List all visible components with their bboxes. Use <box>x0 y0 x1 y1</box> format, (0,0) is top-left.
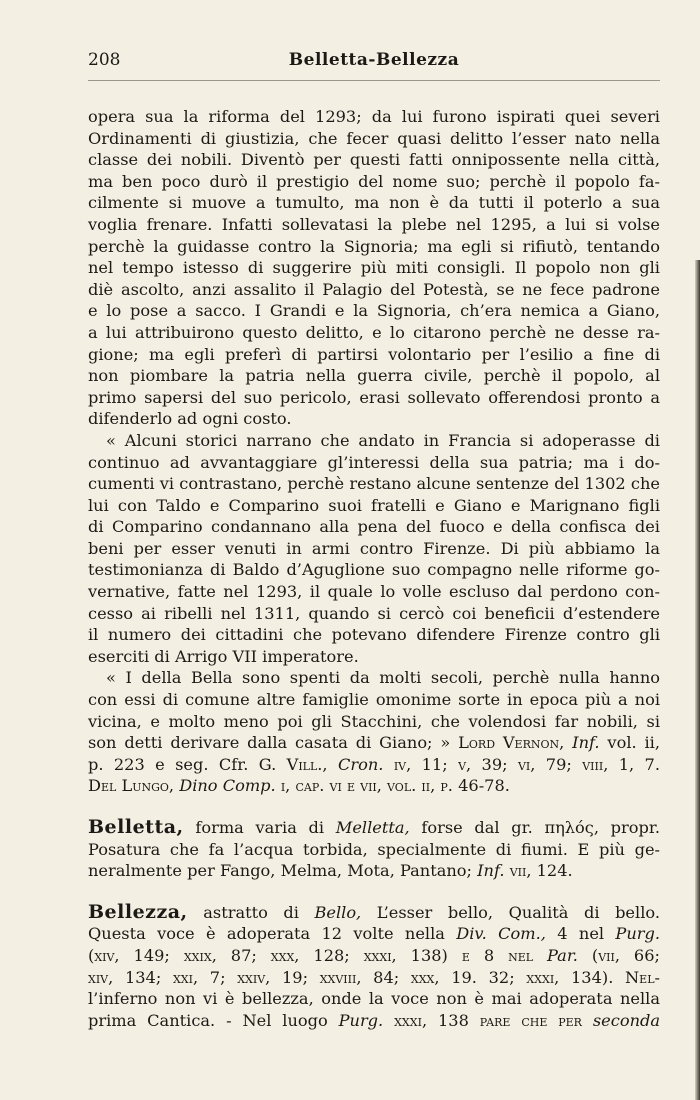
text-line: di Comparino condannano alla pena del fuoco e della confisca dei <box>88 517 660 537</box>
text-line: Ordinamenti di giustizia, che fecer quasi delitto l’esser nato nella <box>88 128 660 148</box>
text-line: Posatura che fa l’acqua torbida, specialmente di fiumi. E più ge- <box>88 839 660 859</box>
page-number: 208 <box>88 50 121 70</box>
text-line: a lui attribuirono questo delitto, e lo citarono perchè ne desse ra- <box>88 322 660 342</box>
work-reference: Div. Com., <box>456 924 546 944</box>
italic-term: Melletta, <box>335 818 410 837</box>
text-line: gione; ma egli preferì di partirsi volontario per l’esilio a fine di <box>88 344 660 364</box>
text-segment: prima Cantica. - Nel luogo <box>88 1010 339 1030</box>
work-reference: Inf. <box>477 861 505 881</box>
text-segment: (vii, 66; <box>577 945 660 965</box>
italic-term: Bello, <box>314 902 362 922</box>
entry-bellezza <box>88 902 660 1032</box>
text-line: voglia frenare. Infatti sollevatasi la plebe nel 1295, a lui si volse <box>88 214 660 234</box>
page-body <box>88 106 660 1031</box>
text-segment: vol. ii, <box>599 733 660 753</box>
text-line <box>88 775 660 797</box>
text-line <box>88 732 660 754</box>
text-segment: i, cap. vi e vii, vol. ii, p. 46-78. <box>275 776 510 796</box>
running-title: Belletta-Bellezza <box>288 50 460 70</box>
text-line <box>88 860 660 882</box>
entry-belletta <box>88 817 660 882</box>
text-line: diè ascolto, anzi assalito il Palagio del Potestà, se ne fece padrone <box>88 279 660 299</box>
text-line: « I della Bella sono spenti da molti secoli, perchè nulla hanno <box>106 668 660 688</box>
quote-paragraph-2 <box>88 667 660 797</box>
text-line: il numero dei cittadini che potevano difendere Firenze contro gli <box>88 625 660 645</box>
text-segment: L’esser bello, Qualità di bello. <box>361 902 660 922</box>
work-reference: Cron. <box>337 754 384 774</box>
text-segment: p. 223 e seg. Cfr. <box>88 754 259 774</box>
text-line <box>88 817 660 839</box>
text-segment: forma varia di <box>183 818 336 837</box>
text-line: perchè la guidasse contro la Signoria; ma egli si rifiutò, tentando <box>88 236 660 256</box>
text-line: testimonianza di Baldo d’Aguglione suo compagno nelle riforme go- <box>88 560 660 580</box>
text-line: l’inferno non vi è bellezza, onde la voce non è mai adoperata nella <box>88 989 660 1009</box>
text-line: non piombare la patria nella guerra civile, perchè il popolo, al <box>88 366 660 386</box>
text-line: xiv, 134; xxi, 7; xxiv, 19; xxviii, 84; xxx, 19. 32; xxxi, 134). Nel- <box>88 967 660 987</box>
text-line: cesso ai ribelli nel 1311, quando si cercò coi beneficii d’estendere <box>88 603 660 623</box>
text-line: con essi di comune altre famiglie omonime sorte in epoca più a noi <box>88 690 660 710</box>
text-segment: 4 nel <box>545 924 616 944</box>
work-reference: Inf. <box>572 733 600 753</box>
work-reference: Purg. <box>338 1010 384 1030</box>
text-segment: neralmente per Fango, Melma, Mota, Pantano; <box>88 861 478 881</box>
text-segment: (xiv, 149; xxix, 87; xxx, 128; xxxi, 138) e 8 nel <box>88 945 547 965</box>
text-line: e lo pose a sacco. I Grandi e la Signoria, ch’era nemica a Giano, <box>88 301 660 321</box>
text-segment: forse dal gr. πηλός, propr. <box>409 818 660 837</box>
text-segment: vii, 124. <box>504 861 573 881</box>
text-segment: iv, 11; v, 39; vi, 79; viii, 1, 7. <box>383 754 660 774</box>
quote-paragraph-1 <box>88 430 660 668</box>
text-segment: son detti derivare dalla casata di Giano; » <box>88 733 459 753</box>
text-line: classe dei nobili. Diventò per questi fatti onnipossente nella città, <box>88 150 660 170</box>
continuation-paragraph <box>88 106 660 430</box>
author-name: Del Lungo, <box>88 776 175 796</box>
text-line: vicina, e molto meno poi gli Stacchini, che volendosi far nobili, si <box>88 711 660 731</box>
italic-term: seconda <box>592 1010 661 1030</box>
text-line <box>88 1010 660 1032</box>
text-line: difenderlo ad ogni costo. <box>88 409 292 429</box>
text-line: opera sua la riforma del 1293; da lui furono ispirati quei severi <box>88 107 660 126</box>
text-line: cilmente si muove a tumulto, ma non è da tutti il poterlo a sua <box>88 193 660 213</box>
text-segment: xxxi, 138 pare che per <box>383 1010 593 1030</box>
text-line: beni per esser venuti in armi contro Firenze. Di più abbiamo la <box>88 538 660 558</box>
book-page <box>88 50 660 1031</box>
work-reference: Par. <box>547 945 578 965</box>
text-line <box>88 945 660 967</box>
text-line: vernative, fatte nel 1293, il quale lo volle escluso dal perdono con- <box>88 582 660 602</box>
text-line: continuo ad avvantaggiare gl’interessi della sua patria; ma i do- <box>88 452 660 472</box>
text-segment: Questa voce è adoperata 12 volte nella <box>88 924 457 944</box>
text-line: lui con Taldo e Comparino suoi fratelli e Giano e Marignano figli <box>88 495 660 515</box>
headword: Belletta, <box>88 816 184 838</box>
author-name: G. Vill., <box>258 754 328 774</box>
text-segment: astratto di <box>187 902 315 922</box>
text-line <box>88 902 660 924</box>
page-edge-shadow <box>695 260 700 1100</box>
headword: Bellezza, <box>88 900 188 923</box>
text-line: nel tempo istesso di suggerire più miti consigli. Il popolo non gli <box>88 258 660 278</box>
page-header <box>88 50 660 76</box>
work-reference: Purg. <box>615 924 660 944</box>
author-name: Lord Vernon, <box>458 733 565 753</box>
text-line <box>88 754 660 776</box>
text-line: primo sapersi del suo pericolo, erasi sollevato offerendosi pronto a <box>88 387 660 407</box>
text-line <box>88 923 660 945</box>
text-line: ma ben poco durò il prestigio del nome suo; perchè il popolo fa- <box>88 171 660 191</box>
work-reference: Dino Comp. <box>179 776 276 796</box>
header-rule <box>88 80 660 81</box>
text-line: cumenti vi contrastano, perchè restano alcune sentenze del 1302 che <box>88 474 660 494</box>
text-line: « Alcuni storici narrano che andato in Francia si adoperasse di <box>106 430 660 450</box>
text-line: eserciti di Arrigo VII imperatore. <box>88 646 359 666</box>
